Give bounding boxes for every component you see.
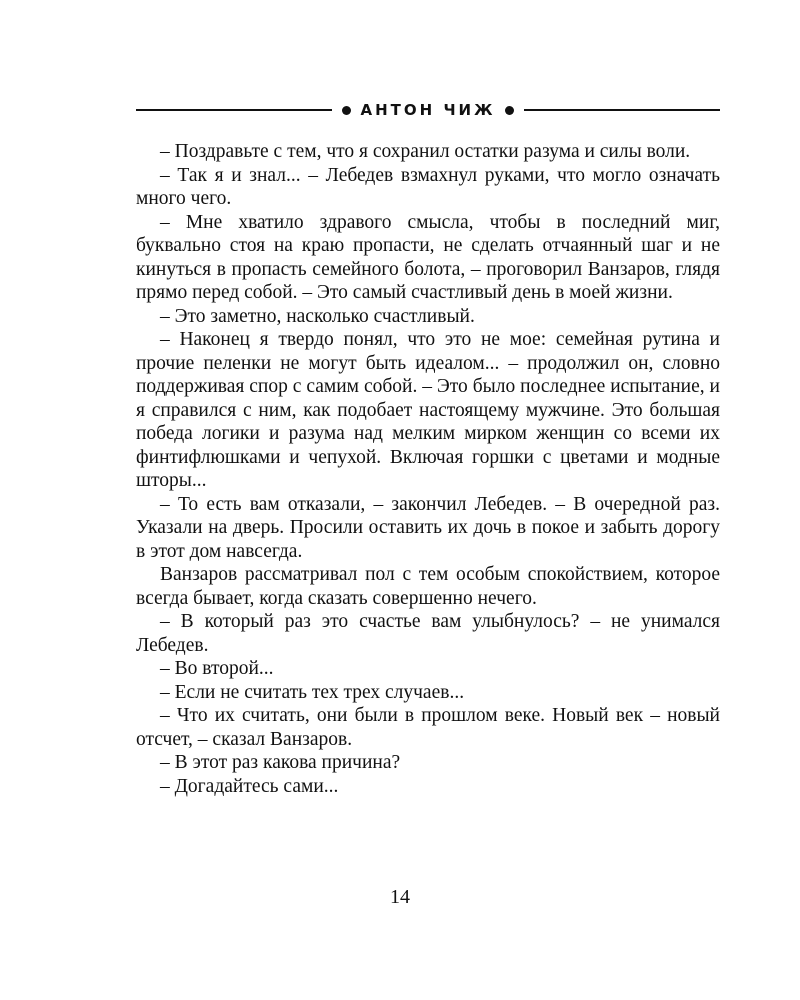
header-bullet-right bbox=[505, 106, 514, 115]
paragraph: – В этот раз какова причина? bbox=[160, 752, 401, 773]
header-bullet-left bbox=[342, 106, 351, 115]
header-rule-right bbox=[524, 109, 720, 111]
header-rule-left bbox=[136, 109, 332, 111]
paragraph: – Мне хватило здравого смысла, чтобы в последний миг, буквально стоя на краю пропасти, не сделать отчаянный шаг и не кинуться в пропасть семейного болота, – проговорил Ванзаров, глядя прямо перед собой. – Это самый счастливый день в моей жизни. bbox=[136, 211, 720, 303]
paragraph: – В который раз это счастье вам улыбнулось? – не унимался Лебедев. bbox=[136, 611, 720, 656]
body-text bbox=[136, 140, 720, 798]
paragraph: – Это заметно, насколько счастливый. bbox=[160, 305, 475, 327]
page-number: 14 bbox=[390, 886, 410, 908]
paragraph: – Наконец я твердо понял, что это не мое: семейная рутина и прочие пеленки не могут быть идеалом... – продолжил он, словно поддерживая спор с самим собой. – Это было последнее испытание, и я справился с ним, как подобает настоящему мужчине. Это большая победа логики и разума над мелким мирком женщин со всеми их финтифлюшками и чепухой. Включая горшки с цветами и модные шторы... bbox=[136, 329, 720, 491]
paragraph: – Во второй... bbox=[160, 658, 274, 679]
paragraph: – Догадайтесь сами... bbox=[160, 775, 339, 797]
paragraph: – То есть вам отказали, – закончил Лебедев. – В очередной раз. Указали на дверь. Просили оставить их дочь в покое и забыть дорогу в этот дом навсегда. bbox=[136, 493, 720, 562]
paragraph: – Что их считать, они были в прошлом веке. Новый век – новый отсчет, – сказал Ванзаров. bbox=[136, 705, 720, 750]
running-title: АНТОН ЧИЖ bbox=[360, 101, 496, 119]
paragraph: – Поздравьте с тем, что я сохранил остатки разума и силы воли. bbox=[160, 141, 691, 162]
running-header bbox=[136, 96, 720, 124]
paragraph: – Если не считать тех трех случаев... bbox=[160, 681, 465, 703]
paragraph: – Так я и знал... – Лебедев взмахнул руками, что могло означать много чего. bbox=[136, 164, 720, 209]
paragraph: Ванзаров рассматривал пол с тем особым спокойствием, которое всегда бывает, когда сказать совершенно нечего. bbox=[136, 564, 720, 609]
